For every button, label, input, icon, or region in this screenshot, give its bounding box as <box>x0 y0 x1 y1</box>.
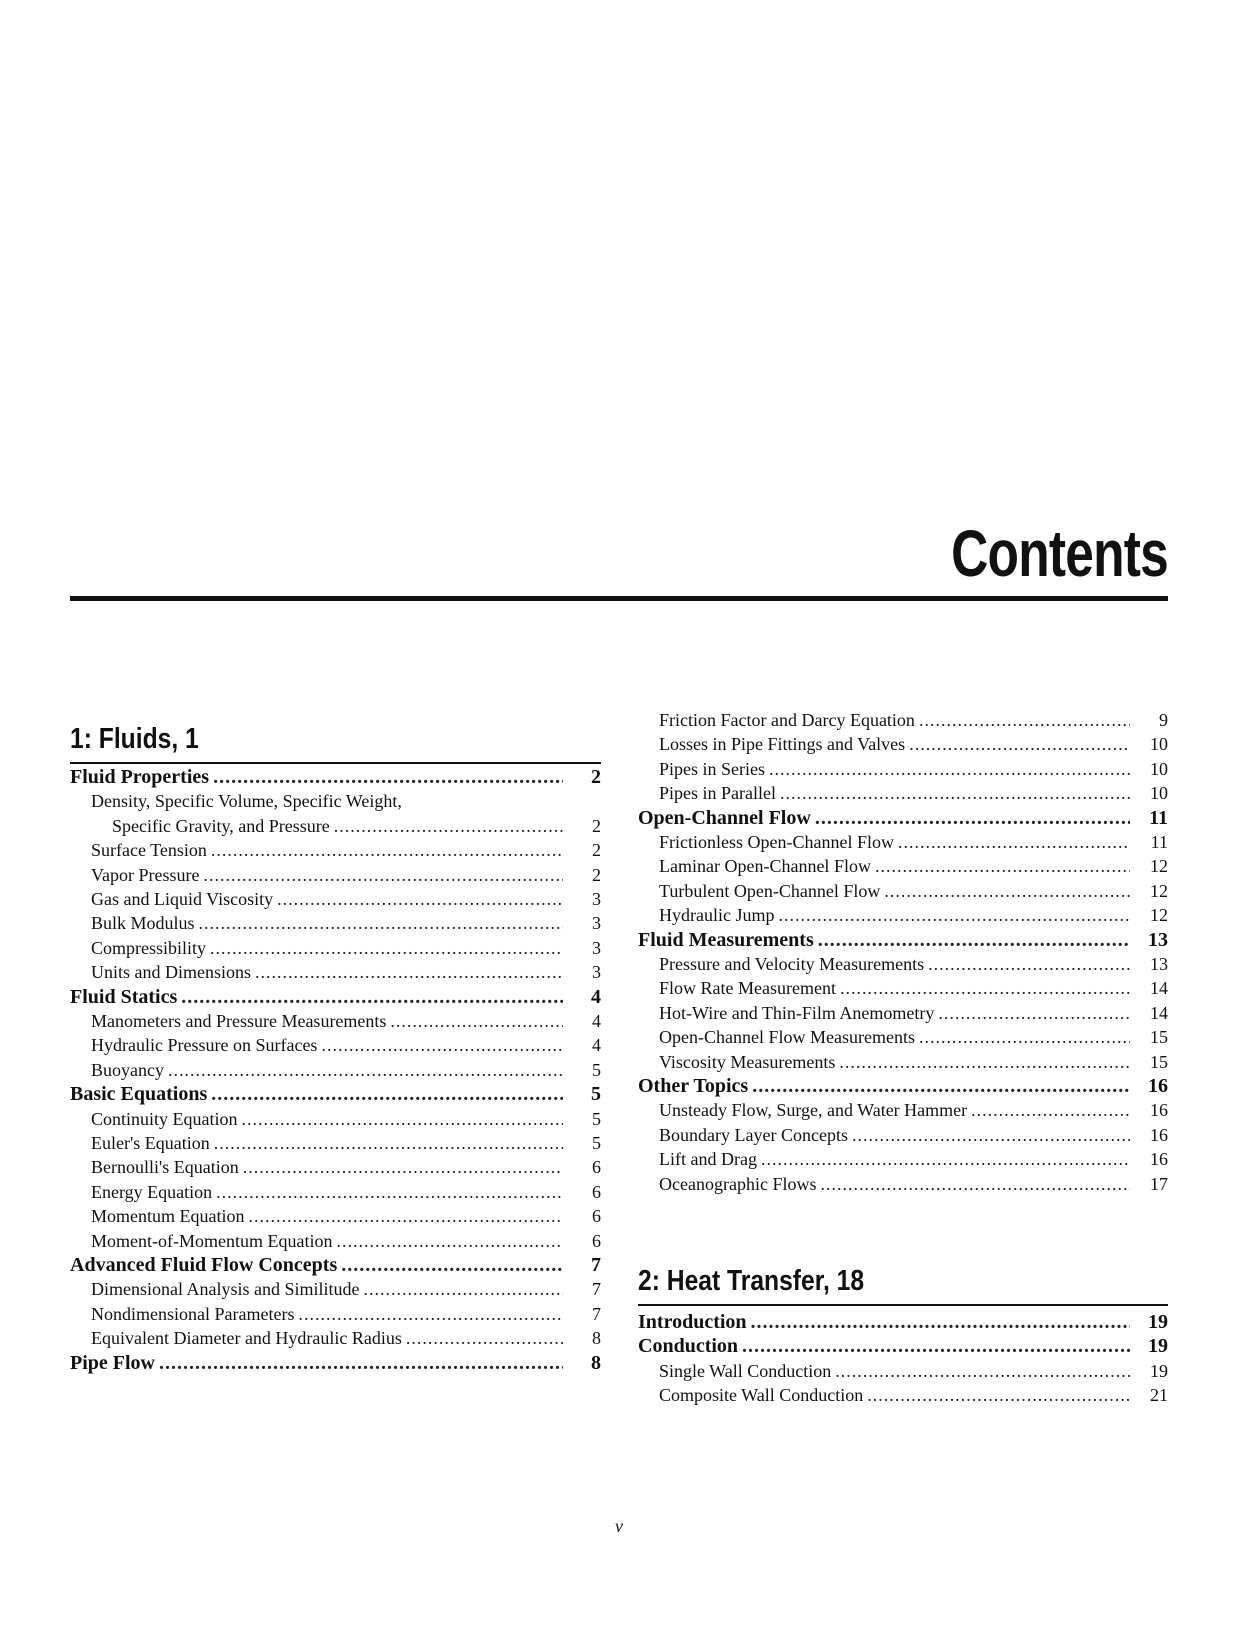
leader-dots <box>336 1228 563 1254</box>
leader-dots <box>752 1073 1130 1099</box>
leader-dots <box>839 1049 1130 1075</box>
toc-entry-label: Surface Tension <box>91 840 207 861</box>
toc-entry[interactable] <box>70 1008 601 1034</box>
toc-entry-label: Fluid Statics <box>70 985 178 1008</box>
toc-entry-label: Open-Channel Flow Measurements <box>659 1027 915 1048</box>
toc-entry[interactable] <box>638 731 1168 757</box>
toc-entry-label: Hydraulic Jump <box>659 905 775 926</box>
toc-section[interactable] <box>638 1309 1168 1335</box>
toc-page-number: 16 <box>1148 1075 1168 1097</box>
leader-dots <box>820 1171 1130 1197</box>
toc-entry-label: Introduction <box>638 1311 747 1333</box>
toc-section[interactable] <box>638 805 1168 831</box>
leader-dots <box>159 1350 563 1376</box>
page-title: Contents <box>951 516 1168 590</box>
toc-entry[interactable] <box>70 935 601 961</box>
toc-entry[interactable] <box>638 1049 1168 1075</box>
toc-page-number: 13 <box>1148 928 1168 951</box>
toc-page-number: 3 <box>592 937 601 958</box>
toc-entry-label: Dimensional Analysis and Similitude <box>91 1279 360 1300</box>
toc-page-number: 19 <box>1148 1311 1168 1333</box>
leader-dots <box>919 1024 1130 1050</box>
toc-entry-label: Equivalent Diameter and Hydraulic Radius <box>91 1328 402 1349</box>
leader-dots <box>852 1122 1130 1148</box>
toc-page-number: 7 <box>591 1254 601 1276</box>
toc-page-number: 5 <box>591 1083 601 1106</box>
toc-page-number: 5 <box>592 1108 601 1129</box>
toc-page-number: 16 <box>1150 1149 1168 1170</box>
toc-entry-label: Units and Dimensions <box>91 962 251 983</box>
toc-entry-label: Nondimensional Parameters <box>91 1303 295 1324</box>
toc-entry[interactable] <box>638 1146 1168 1172</box>
toc-entry[interactable] <box>638 1122 1168 1148</box>
leader-dots <box>248 1203 563 1229</box>
leader-dots <box>213 764 563 790</box>
toc-entry-label: Other Topics <box>638 1075 749 1097</box>
toc-entry-label: Hot-Wire and Thin-Film Anemometry <box>659 1002 935 1023</box>
toc-page-number: 15 <box>1150 1051 1168 1072</box>
toc-entry-label: Boundary Layer Concepts <box>659 1124 848 1145</box>
toc-entry[interactable] <box>638 975 1168 1001</box>
leader-dots <box>938 1000 1130 1026</box>
page-number: v <box>615 1516 623 1536</box>
toc-entry-label: Euler's Equation <box>91 1133 210 1153</box>
toc-page-number: 16 <box>1150 1124 1168 1145</box>
toc-page-number: 6 <box>592 1157 601 1178</box>
leader-dots <box>364 1276 564 1302</box>
toc-entry-label: Compressibility <box>91 937 207 958</box>
toc-section[interactable] <box>638 1073 1168 1099</box>
toc-page-number: 11 <box>1150 832 1168 852</box>
toc-page-number: 5 <box>592 1059 601 1080</box>
toc-section[interactable] <box>638 927 1168 953</box>
toc-entry-label: Pipe Flow <box>70 1351 155 1374</box>
leader-dots <box>909 731 1130 757</box>
leader-dots <box>919 707 1130 733</box>
toc-entry-label: Turbulent Open-Channel Flow <box>659 880 881 901</box>
toc-entry[interactable] <box>70 910 601 936</box>
leader-dots <box>390 1008 563 1034</box>
toc-entry[interactable] <box>70 1154 601 1180</box>
leader-dots <box>243 1154 563 1180</box>
toc-entry[interactable] <box>638 829 1168 855</box>
toc-entry-label: Conduction <box>638 1335 739 1358</box>
toc-entry-label: Pipes in Parallel <box>659 783 776 804</box>
toc-page-number: 3 <box>592 889 601 909</box>
toc-page-number: 2 <box>591 766 601 788</box>
toc-section[interactable] <box>70 1081 601 1107</box>
toc-entry[interactable] <box>70 1032 601 1058</box>
toc-entry[interactable] <box>70 1325 601 1351</box>
toc-entry-label: Buoyancy <box>91 1059 164 1080</box>
toc-entry-label: Vapor Pressure <box>91 864 200 885</box>
leader-dots <box>242 1106 564 1132</box>
leader-dots <box>778 902 1130 928</box>
toc-page-number: 11 <box>1149 806 1168 829</box>
toc-page-number: 10 <box>1150 758 1168 779</box>
toc-entry[interactable] <box>70 959 601 985</box>
toc-entry-label: Moment-of-Momentum Equation <box>91 1230 333 1251</box>
toc-page-number: 7 <box>592 1279 601 1300</box>
leader-dots <box>898 829 1130 855</box>
leader-dots <box>199 910 563 936</box>
toc-section[interactable] <box>70 1350 601 1376</box>
leader-dots <box>835 1358 1130 1384</box>
leader-dots <box>321 1032 563 1058</box>
toc-page-number: 15 <box>1150 1027 1168 1048</box>
toc-entry-label: Flow Rate Measurement <box>659 978 836 999</box>
toc-entry-label: Open-Channel Flow <box>638 806 811 829</box>
toc-entry-label: Fluid Properties <box>70 766 210 788</box>
toc-entry[interactable] <box>638 780 1168 806</box>
toc-page-number: 10 <box>1150 783 1168 804</box>
toc-page-number: 19 <box>1148 1335 1168 1358</box>
leader-dots <box>214 1130 563 1156</box>
toc-section[interactable] <box>638 1333 1168 1359</box>
toc-entry-label: Losses in Pipe Fittings and Valves <box>659 734 906 755</box>
toc-entry-label: Fluid Measurements <box>638 928 814 951</box>
leader-dots <box>341 1252 563 1278</box>
toc-page-number: 21 <box>1150 1385 1168 1406</box>
leader-dots <box>277 886 563 912</box>
toc-entry[interactable] <box>70 1130 601 1156</box>
chapter-heading-2: 2: Heat Transfer, 18 <box>638 1265 865 1297</box>
toc-entry[interactable] <box>70 1057 601 1083</box>
toc-page-number: 7 <box>592 1303 601 1324</box>
leader-dots <box>255 959 563 985</box>
toc-entry-label: Manometers and Pressure Measurements <box>91 1011 387 1031</box>
toc-entry[interactable] <box>638 707 1168 733</box>
toc-page-number: 2 <box>592 815 601 836</box>
toc-entry[interactable] <box>70 1301 601 1327</box>
toc-page-number: 3 <box>592 962 601 983</box>
toc-page-number: 12 <box>1150 856 1168 877</box>
toc-page-number: 9 <box>1159 710 1168 730</box>
leader-dots <box>761 1146 1130 1172</box>
toc-entry-label: Composite Wall Conduction <box>659 1385 864 1406</box>
toc-entry-label: Energy Equation <box>91 1181 213 1202</box>
toc-entry-label: Gas and Liquid Viscosity <box>91 889 274 909</box>
toc-entry-label: Bulk Modulus <box>91 913 195 934</box>
toc-entry-label: Friction Factor and Darcy Equation <box>659 710 915 730</box>
toc-entry[interactable] <box>70 1179 601 1205</box>
toc-page-number: 5 <box>592 1133 601 1153</box>
toc-page-number: 3 <box>592 913 601 934</box>
toc-page-number: 8 <box>592 1328 601 1349</box>
toc-entry-label: Viscosity Measurements <box>659 1051 836 1072</box>
toc-entry[interactable] <box>638 1000 1168 1026</box>
toc-page-number: 14 <box>1150 1002 1168 1023</box>
leader-dots <box>815 805 1130 831</box>
toc-page-number: 6 <box>592 1181 601 1202</box>
toc-entry[interactable] <box>638 1024 1168 1050</box>
chapter-rule <box>638 1304 1168 1306</box>
toc-entry[interactable] <box>70 1228 601 1254</box>
toc-page-number: 4 <box>592 1035 601 1056</box>
title-rule <box>70 596 1168 601</box>
toc-entry[interactable] <box>70 813 601 839</box>
toc-page-number: 17 <box>1150 1173 1168 1194</box>
toc-entry[interactable] <box>638 902 1168 928</box>
leader-dots <box>181 984 563 1010</box>
toc-entry-label: Lift and Drag <box>659 1149 757 1170</box>
leader-dots <box>769 756 1130 782</box>
toc-entry-label: Oceanographic Flows <box>659 1173 817 1194</box>
toc-entry[interactable] <box>70 1106 601 1132</box>
toc-entry[interactable] <box>638 1358 1168 1384</box>
toc-page-number: 2 <box>592 864 601 885</box>
toc-entry[interactable] <box>638 1097 1168 1123</box>
leader-dots <box>751 1309 1130 1335</box>
leader-dots <box>210 935 563 961</box>
toc-entry[interactable] <box>70 886 601 912</box>
toc-entry[interactable] <box>638 1171 1168 1197</box>
toc-entry[interactable] <box>638 853 1168 879</box>
leader-dots <box>742 1333 1130 1359</box>
toc-entry-label: Pressure and Velocity Measurements <box>659 954 925 974</box>
chapter-heading-1: 1: Fluids, 1 <box>70 723 199 755</box>
leader-dots <box>211 837 563 863</box>
leader-dots <box>334 813 563 839</box>
toc-entry-label: Advanced Fluid Flow Concepts <box>70 1254 338 1276</box>
toc-entry-label: Frictionless Open-Channel Flow <box>659 832 894 852</box>
toc-page-number: 12 <box>1150 880 1168 901</box>
toc-page-number: 19 <box>1150 1360 1168 1381</box>
toc-entry-label: Hydraulic Pressure on Surfaces <box>91 1035 318 1056</box>
toc-entry-label: Continuity Equation <box>91 1108 238 1129</box>
leader-dots <box>211 1081 563 1107</box>
leader-dots <box>780 780 1130 806</box>
toc-entry[interactable] <box>638 951 1168 977</box>
toc-entry[interactable] <box>70 1276 601 1302</box>
toc-page-number: 12 <box>1150 905 1168 926</box>
toc-entry-label: Density, Specific Volume, Specific Weight, <box>91 791 402 812</box>
toc-section[interactable] <box>70 1252 601 1278</box>
toc-entry[interactable] <box>638 756 1168 782</box>
toc-page-number: 2 <box>592 840 601 861</box>
toc-section[interactable] <box>70 764 601 790</box>
toc-entry[interactable] <box>70 1203 601 1229</box>
leader-dots <box>818 927 1130 953</box>
toc-page-number: 8 <box>591 1351 601 1374</box>
leader-dots <box>168 1057 563 1083</box>
leader-dots <box>298 1301 563 1327</box>
toc-entry[interactable] <box>638 878 1168 904</box>
toc-entry[interactable] <box>70 862 601 888</box>
leader-dots <box>840 975 1130 1001</box>
toc-page-number: 6 <box>592 1206 601 1227</box>
toc-entry-label: Bernoulli's Equation <box>91 1157 239 1178</box>
toc-page-number: 4 <box>591 985 601 1008</box>
toc-page-number: 6 <box>592 1230 601 1251</box>
toc-section[interactable] <box>70 984 601 1010</box>
toc-entry-label: Specific Gravity, and Pressure <box>112 815 330 836</box>
toc-page-number: 14 <box>1150 978 1168 999</box>
toc-entry-label: Pipes in Series <box>659 758 765 779</box>
toc-entry-label: Basic Equations <box>70 1083 208 1106</box>
toc-entry-label: Laminar Open-Channel Flow <box>659 856 871 877</box>
leader-dots <box>406 1325 563 1351</box>
leader-dots <box>875 853 1130 879</box>
toc-entry[interactable] <box>638 1382 1168 1408</box>
toc-entry-label: Unsteady Flow, Surge, and Water Hammer <box>659 1100 968 1121</box>
leader-dots <box>203 862 563 888</box>
leader-dots <box>971 1097 1130 1123</box>
toc-entry[interactable] <box>70 837 601 863</box>
toc-page-number: 10 <box>1150 734 1168 755</box>
toc-page-number: 4 <box>592 1011 601 1031</box>
leader-dots <box>884 878 1130 904</box>
toc-page-number: 13 <box>1150 954 1168 974</box>
toc-entry-label: Single Wall Conduction <box>659 1360 832 1381</box>
leader-dots <box>216 1179 563 1205</box>
leader-dots <box>867 1382 1130 1408</box>
leader-dots <box>928 951 1130 977</box>
toc-page-number: 16 <box>1150 1100 1168 1121</box>
toc-entry-label: Momentum Equation <box>91 1206 245 1227</box>
